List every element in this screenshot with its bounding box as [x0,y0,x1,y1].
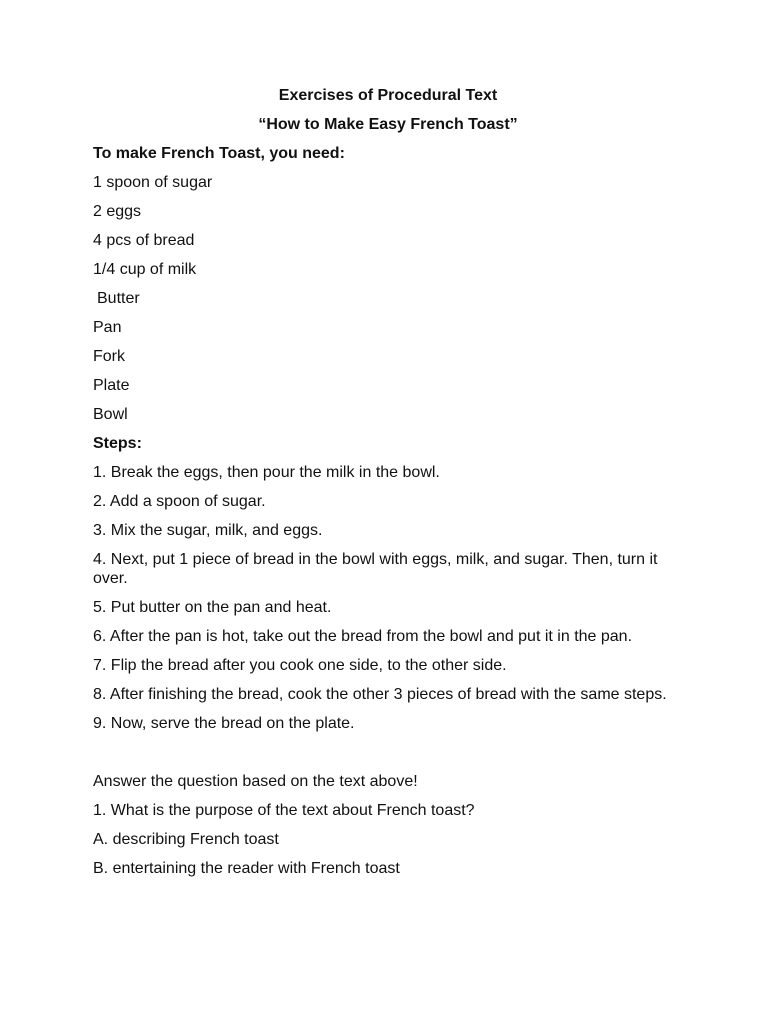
ingredient-item: Plate [93,377,130,394]
question-instruction: Answer the question based on the text above! [93,773,418,790]
answer-option: A. describing French toast [93,831,279,848]
ingredient-item: Bowl [93,406,128,423]
step-item: 8. After finishing the bread, cook the other 3 pieces of bread with the same steps. [93,686,667,703]
answer-option: B. entertaining the reader with French toast [93,860,400,877]
step-item: 4. Next, put 1 piece of bread in the bowl with eggs, milk, and sugar. Then, turn it over. [93,551,658,587]
step-item: 5. Put butter on the pan and heat. [93,599,332,616]
ingredients-heading: To make French Toast, you need: [93,145,345,162]
steps-heading: Steps: [93,435,142,452]
step-item: 9. Now, serve the bread on the plate. [93,715,355,732]
step-item: 7. Flip the bread after you cook one side, to the other side. [93,657,507,674]
ingredient-item: 1 spoon of sugar [93,174,213,191]
step-item: 1. Break the eggs, then pour the milk in the bowl. [93,464,440,481]
step-item: 2. Add a spoon of sugar. [93,493,266,510]
document-subtitle: “How to Make Easy French Toast” [258,116,518,133]
ingredient-item: Fork [93,348,125,365]
ingredient-item: Pan [93,319,122,336]
step-item: 3. Mix the sugar, milk, and eggs. [93,522,323,539]
ingredients-list [93,173,683,424]
spacer [93,743,683,772]
ingredient-item: 4 pcs of bread [93,232,195,249]
ingredient-item: 1/4 cup of milk [93,261,197,278]
ingredient-item: 2 eggs [93,203,142,220]
document-page [93,86,683,888]
ingredient-item: Butter [97,290,140,307]
question-text: 1. What is the purpose of the text about French toast? [93,802,475,819]
steps-list [93,463,683,733]
step-item: 6. After the pan is hot, take out the bread from the bowl and put it in the pan. [93,628,633,645]
document-title: Exercises of Procedural Text [278,87,498,104]
